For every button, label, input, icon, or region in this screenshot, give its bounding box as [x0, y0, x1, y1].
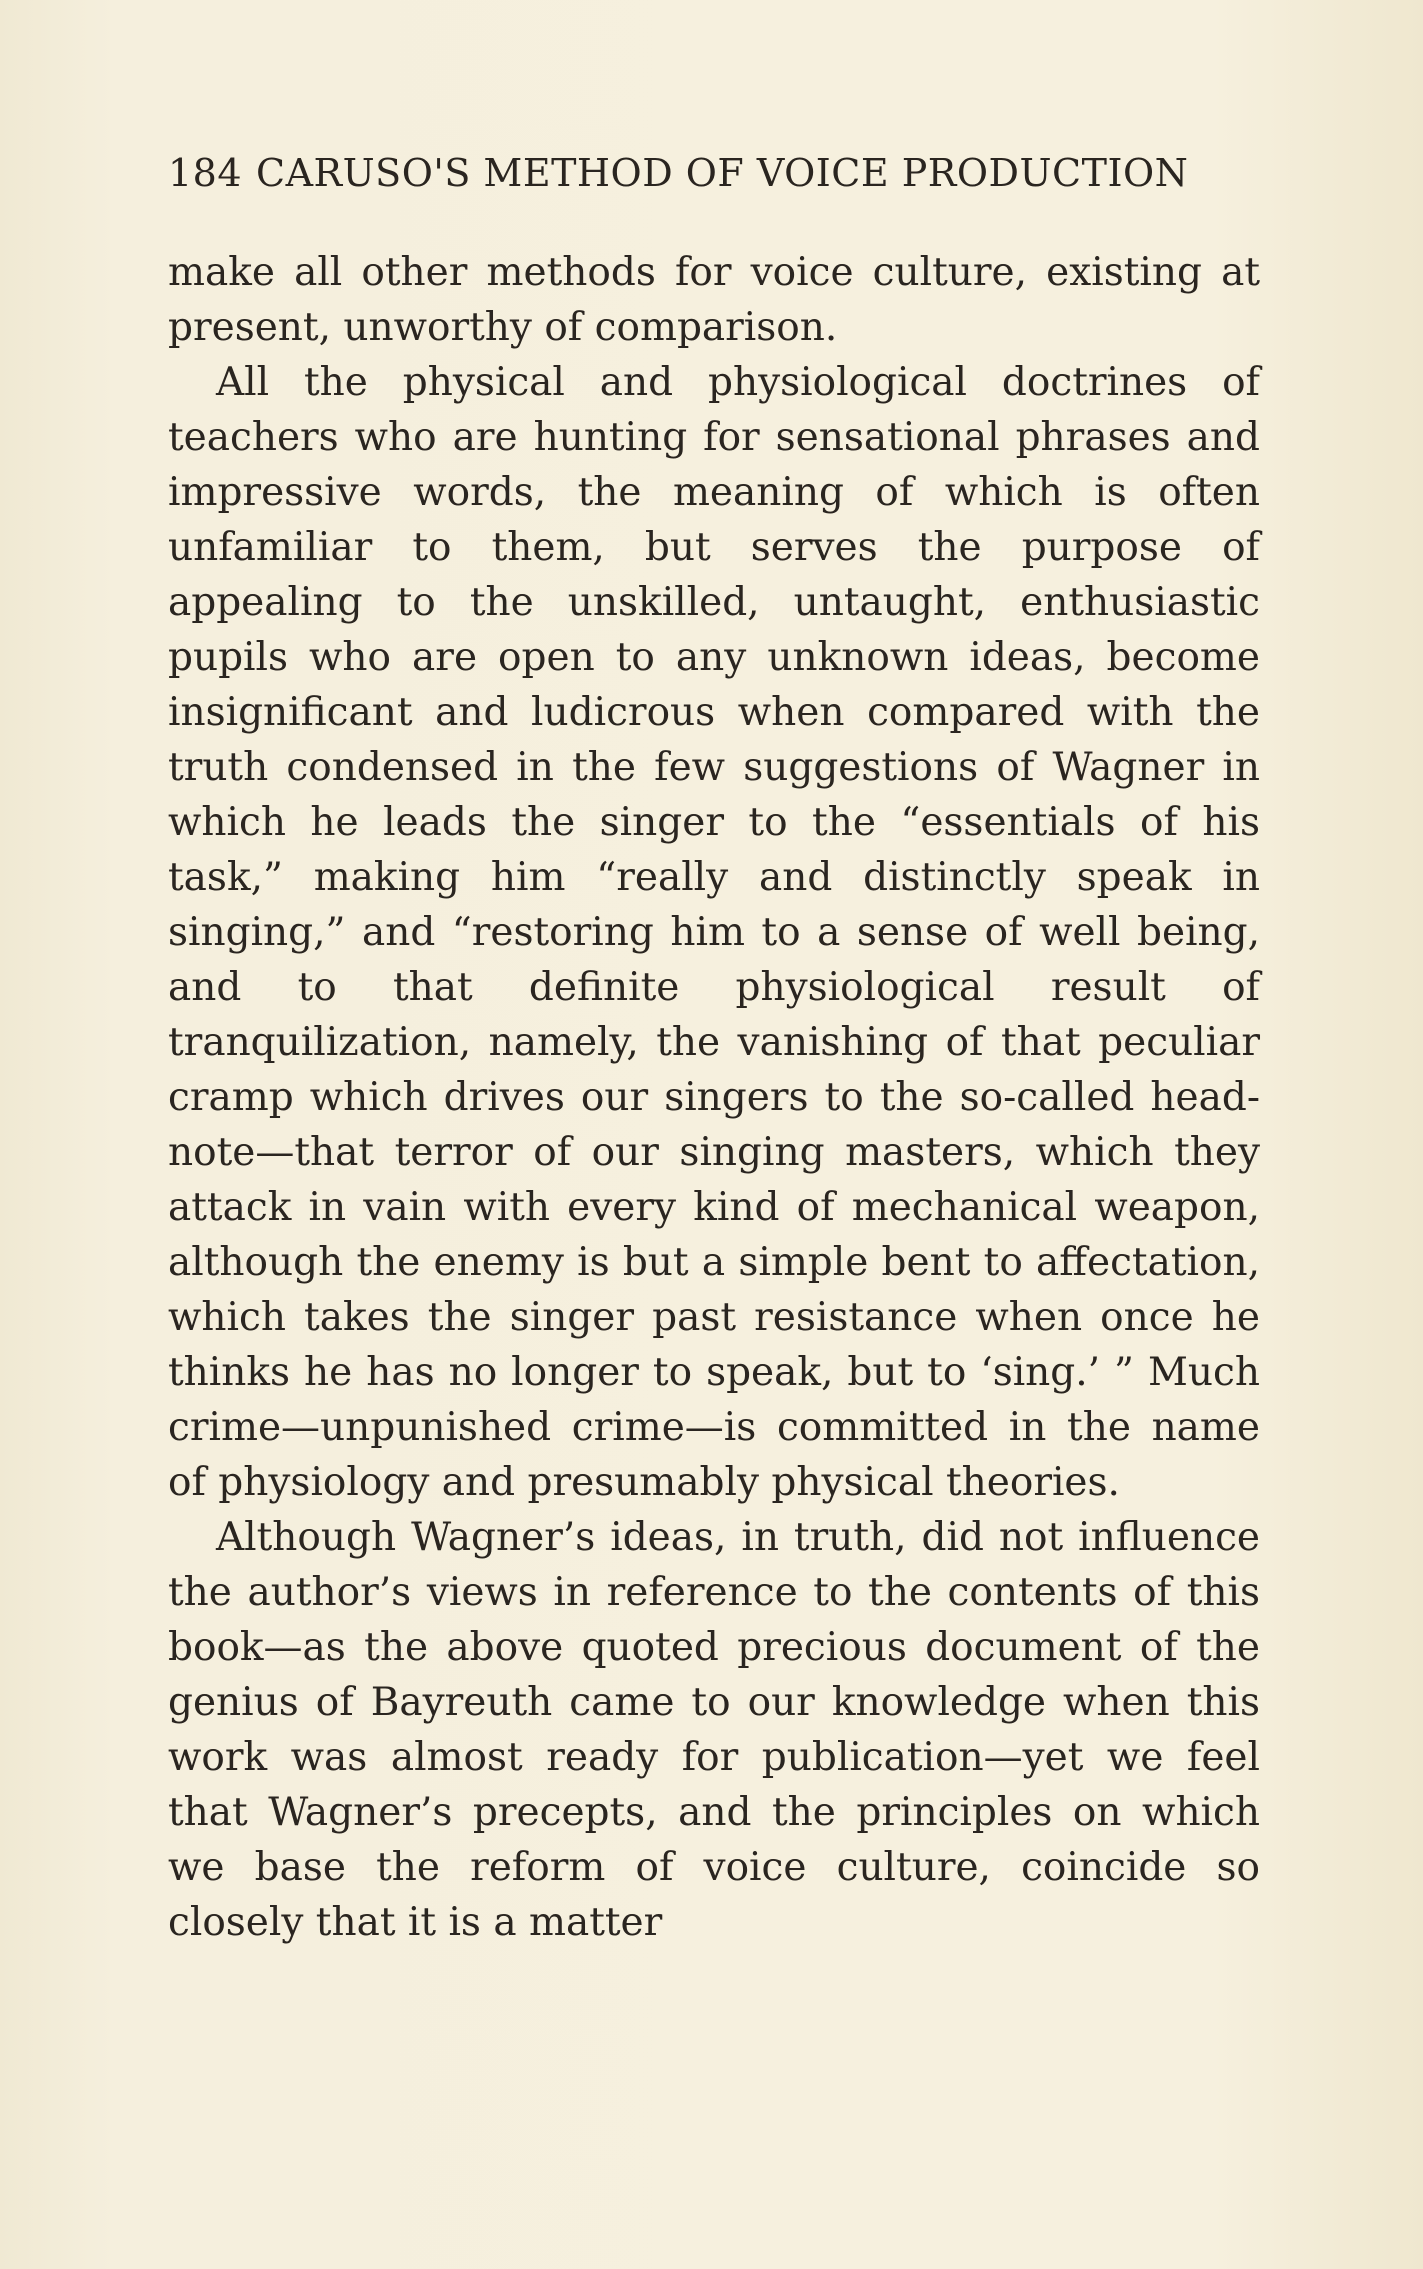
page-number: 184 — [168, 151, 243, 195]
paragraph: Although Wagner’s ideas, in truth, did not influence the author’s views in reference to the contents of this book—as the above quoted precious document of the genius of Bayreuth came to our knowledge when this work was almost ready for publication—yet we feel that Wagner’s precepts, and the principles on which we base the reform of voice culture, coincide so closely that it is a matter — [168, 1515, 1260, 1945]
running-title: CARUSO'S METHOD OF VOICE PRODUCTION — [256, 151, 1189, 195]
paragraph: All the physical and physiological doctrines of teachers who are hunting for sensational phrases and impressive words, the meaning of which is often unfamiliar to them, but serves the purpose of appealing to the unskilled, untaught, enthusiastic pupils who are open to any unknown ideas, become insignificant and ludicrous when compared with the truth condensed in the few suggestions of Wagner in which he leads the singer to the “essentials of his task,” making him “really and distinctly speak in singing,” and “restoring him to a sense of well being, and to that definite physiological result of tranquilization, namely, the vanishing of that peculiar cramp which drives our singers to the so-called head-note—that terror of our singing masters, which they attack in vain with every kind of mechanical weapon, although the enemy is but a simple bent to affectation, which takes the singer past resistance when once he thinks he has no longer to speak, but to ‘sing.’ ” Much crime—unpunished crime—is committed in the name of physiology and presumably physical theories. — [168, 360, 1260, 1505]
body-text — [168, 245, 1260, 1950]
paragraph-continued: make all other methods for voice culture, existing at present, unworthy of comparison. — [168, 250, 1260, 350]
running-head — [168, 148, 1260, 198]
